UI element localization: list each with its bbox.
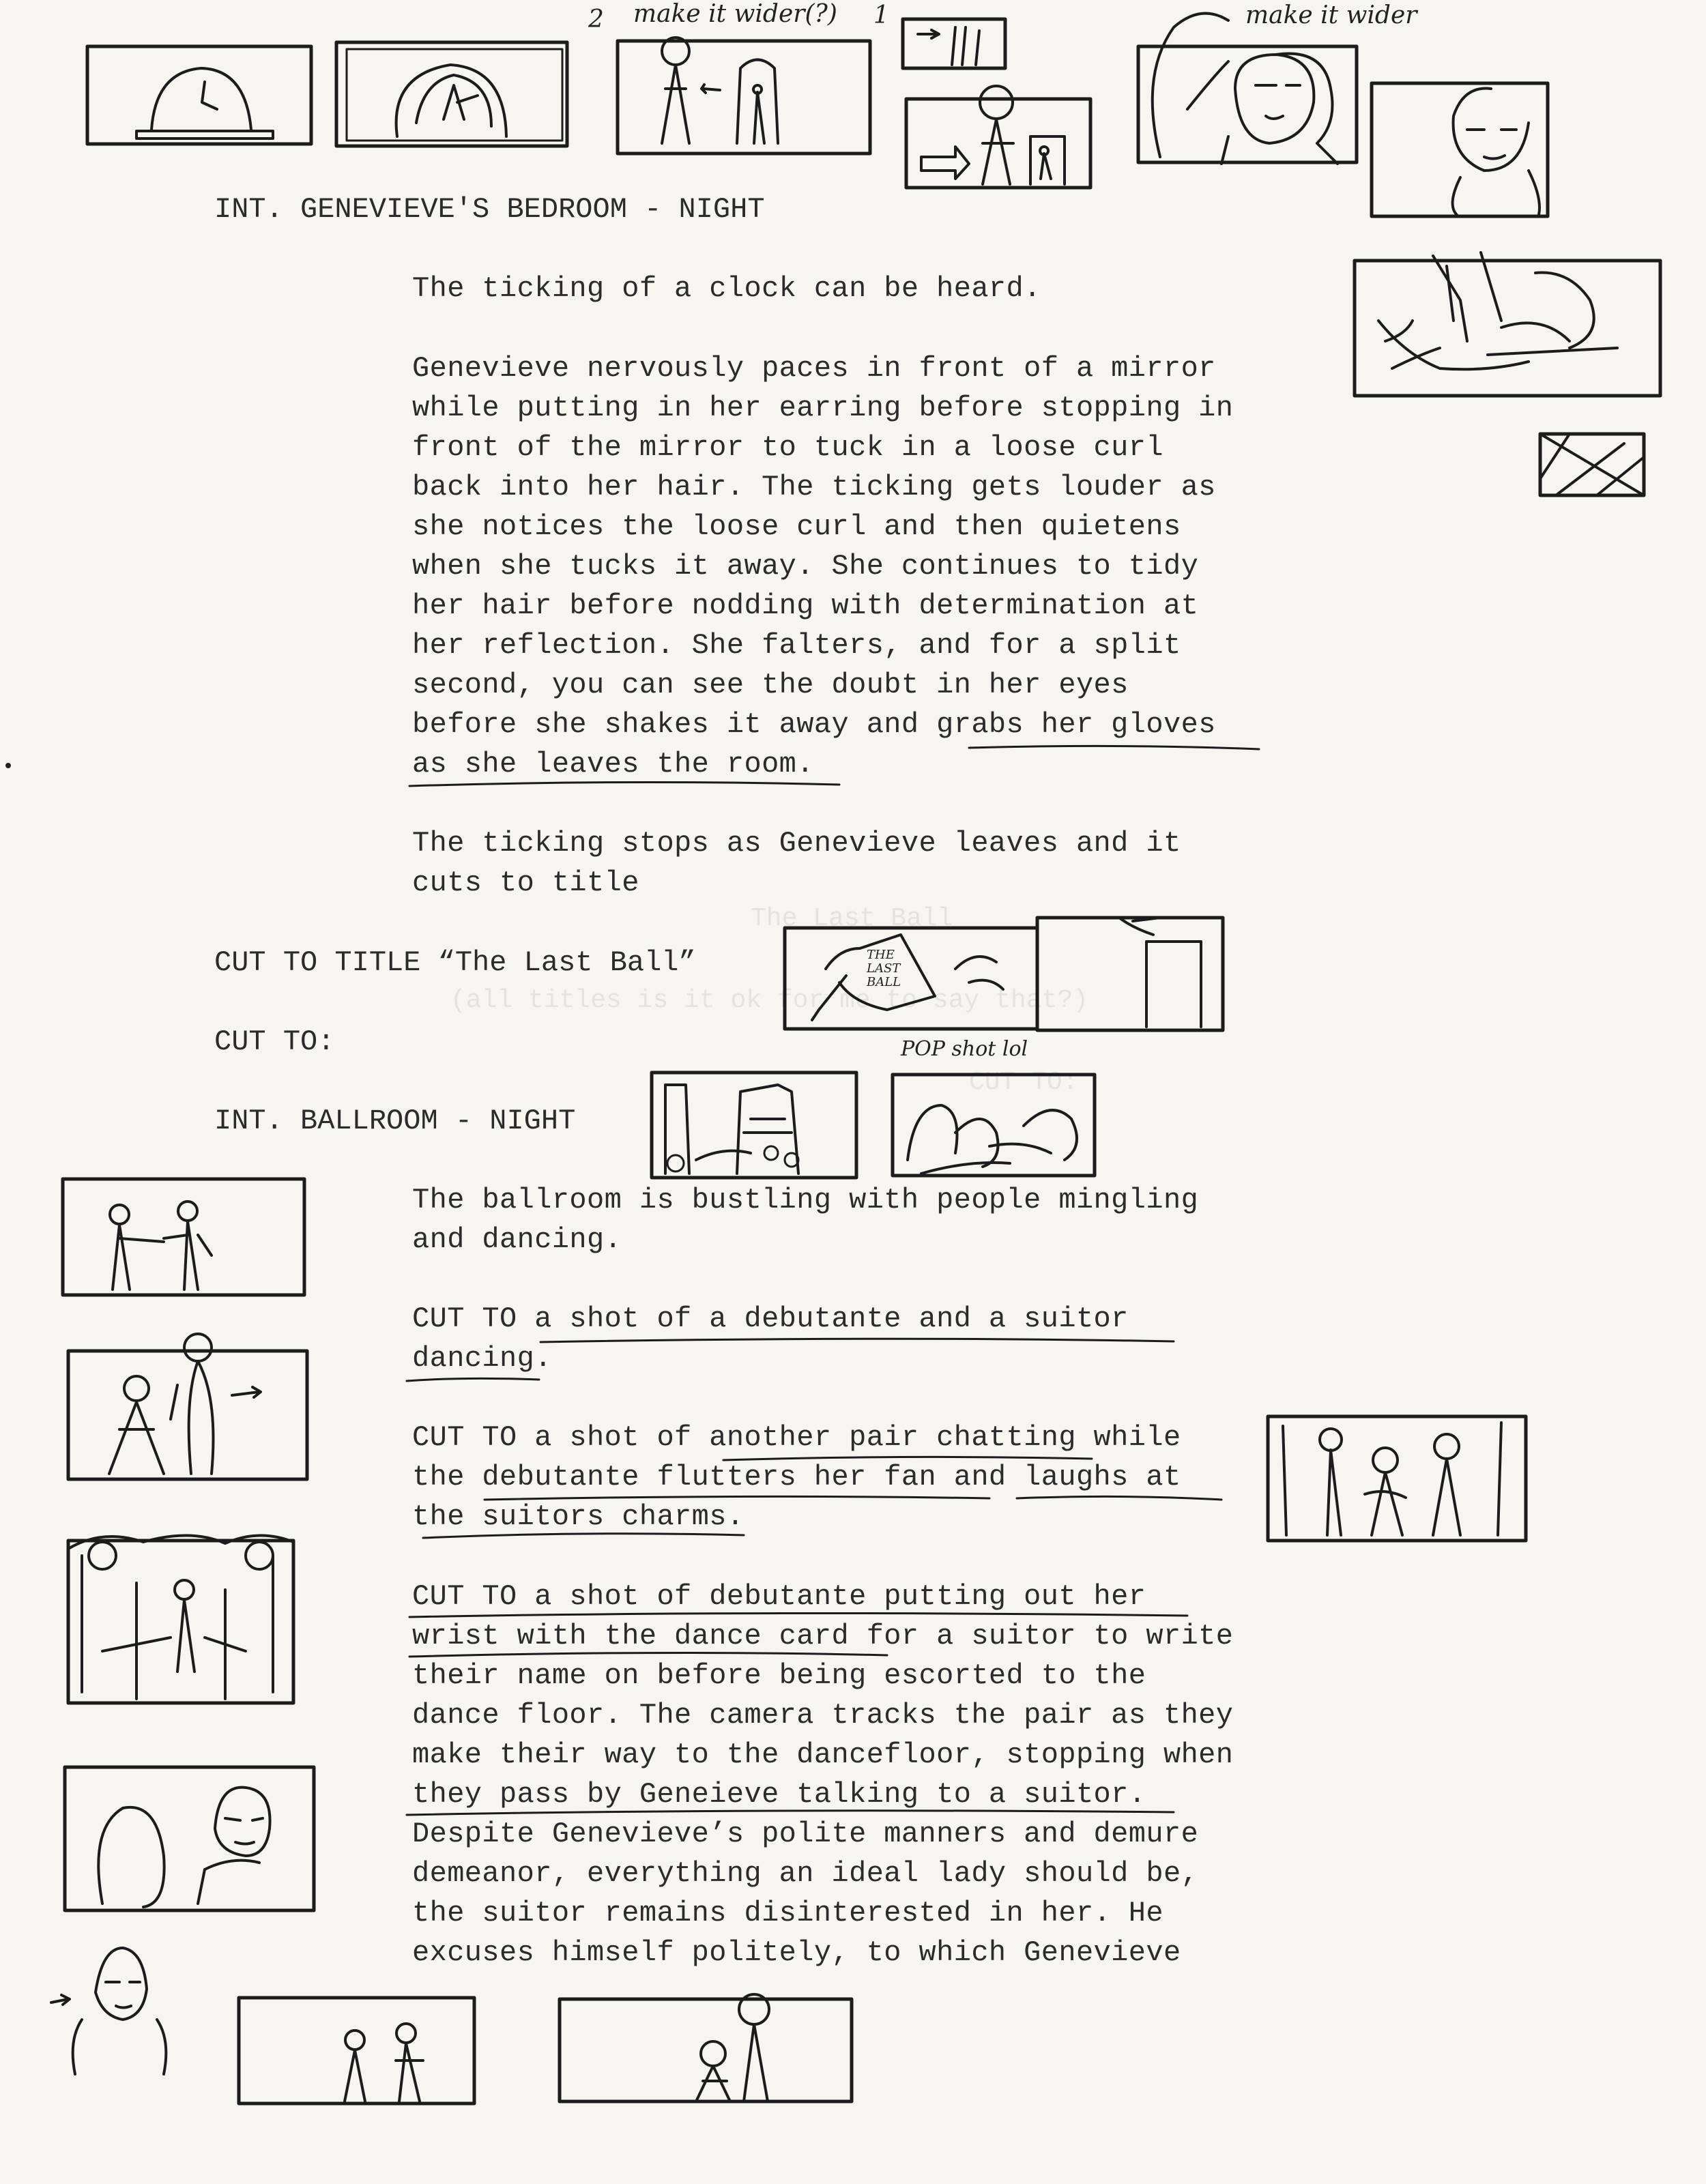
- sketch-clock-closeup: [336, 42, 567, 146]
- sketch-dancing-pair: [63, 1179, 304, 1295]
- action-line: the suitors charms.: [412, 1500, 744, 1533]
- title-card-text: THE LAST BALL: [867, 948, 901, 989]
- action-line: Genevieve nervously paces in front of a mirror: [412, 352, 1216, 385]
- ghost-text-title: The Last Ball: [751, 904, 953, 933]
- sketch-gloves-grab: [1355, 252, 1660, 396]
- action-line: demeanor, everything an ideal lady should be,: [412, 1857, 1199, 1890]
- action-line: CUT TO a shot of a debutante and a suitor: [412, 1302, 1129, 1335]
- action-line: and dancing.: [412, 1223, 622, 1256]
- action-line: her reflection. She falters, and for a split: [412, 629, 1181, 662]
- sketch-door-small: [903, 19, 1005, 68]
- action-line: CUT TO a shot of another pair chatting while: [412, 1421, 1181, 1454]
- transition-cut-to: CUT TO:: [214, 1025, 335, 1058]
- action-line: CUT TO a shot of debutante putting out her: [412, 1580, 1146, 1613]
- note-number-1: 1: [873, 1, 889, 29]
- sketch-ballroom-arches: [68, 1535, 293, 1703]
- action-line: dancing.: [412, 1342, 552, 1375]
- action-line: their name on before being escorted to the: [412, 1659, 1146, 1692]
- note-make-it-wider-2: make it wider: [1245, 1, 1417, 29]
- action-line: The ballroom is bustling with people mingling: [412, 1184, 1199, 1217]
- note-pop-shot: POP shot lol: [901, 1037, 1028, 1061]
- sketch-genevieve-closeup: [1372, 83, 1548, 216]
- note-number-2: 2: [588, 5, 604, 33]
- ghost-text-note: (all titles is it ok for me to say that?): [450, 986, 1088, 1015]
- sketch-clock-wide: [87, 46, 311, 144]
- sketch-chatting-pair: [1268, 1416, 1526, 1541]
- action-line: the suitor remains disinterested in her. He: [412, 1897, 1163, 1930]
- sketch-genevieve-face: [51, 1948, 166, 2074]
- action-line: The ticking stops as Genevieve leaves and it: [412, 827, 1181, 860]
- action-line: while putting in her earring before stopping in: [412, 392, 1234, 424]
- sketch-debutante-suitor: [68, 1334, 307, 1479]
- transition-title: CUT TO TITLE “The Last Ball”: [214, 946, 696, 979]
- margin-mark: [5, 763, 11, 768]
- action-line: when she tucks it away. She continues to tidy: [412, 550, 1199, 583]
- sketch-genevieve-suitor-faces: [65, 1767, 314, 1910]
- action-line: they pass by Geneieve talking to a suitor.: [412, 1778, 1146, 1811]
- action-line: make their way to the dancefloor, stopping when: [412, 1738, 1234, 1771]
- sketch-genevieve-mirror: [1138, 14, 1357, 164]
- sketch-genevieve-door: [618, 38, 870, 154]
- action-line: Despite Genevieve’s polite manners and demure: [412, 1818, 1199, 1850]
- action-line: as she leaves the room.: [412, 748, 814, 781]
- note-make-it-wider: make it wider(?): [633, 0, 837, 28]
- action-line: second, you can see the doubt in her eyes: [412, 669, 1129, 701]
- scene-heading-bedroom: INT. GENEVIEVE'S BEDROOM - NIGHT: [214, 193, 765, 226]
- action-line: wrist with the dance card for a suitor to write: [412, 1620, 1234, 1652]
- action-line: excuses himself politely, to which Genevieve: [412, 1936, 1181, 1969]
- action-line: cuts to title: [412, 867, 639, 899]
- action-line: The ticking of a clock can be heard.: [412, 272, 1041, 305]
- action-line: dance floor. The camera tracks the pair as they: [412, 1699, 1234, 1732]
- scene-heading-ballroom: INT. BALLROOM - NIGHT: [214, 1105, 576, 1137]
- action-line: before she shakes it away and grabs her gloves: [412, 708, 1216, 741]
- sketch-arrow-figure: [906, 86, 1090, 188]
- sketch-ballroom-wide: [652, 1073, 856, 1178]
- sketch-crossed-box: [1540, 434, 1644, 495]
- action-line: front of the mirror to tuck in a loose curl: [412, 431, 1163, 464]
- action-line: she notices the loose curl and then quietens: [412, 510, 1181, 543]
- action-line: back into her hair. The ticking gets louder as: [412, 471, 1216, 504]
- ghost-text-cut: CUT TO:: [969, 1068, 1078, 1097]
- action-line: her hair before nodding with determination at: [412, 589, 1199, 622]
- sketch-escort-figures: [560, 1994, 852, 2101]
- action-line: the debutante flutters her fan and laughs at: [412, 1461, 1181, 1494]
- sketch-two-figures: [239, 1998, 474, 2103]
